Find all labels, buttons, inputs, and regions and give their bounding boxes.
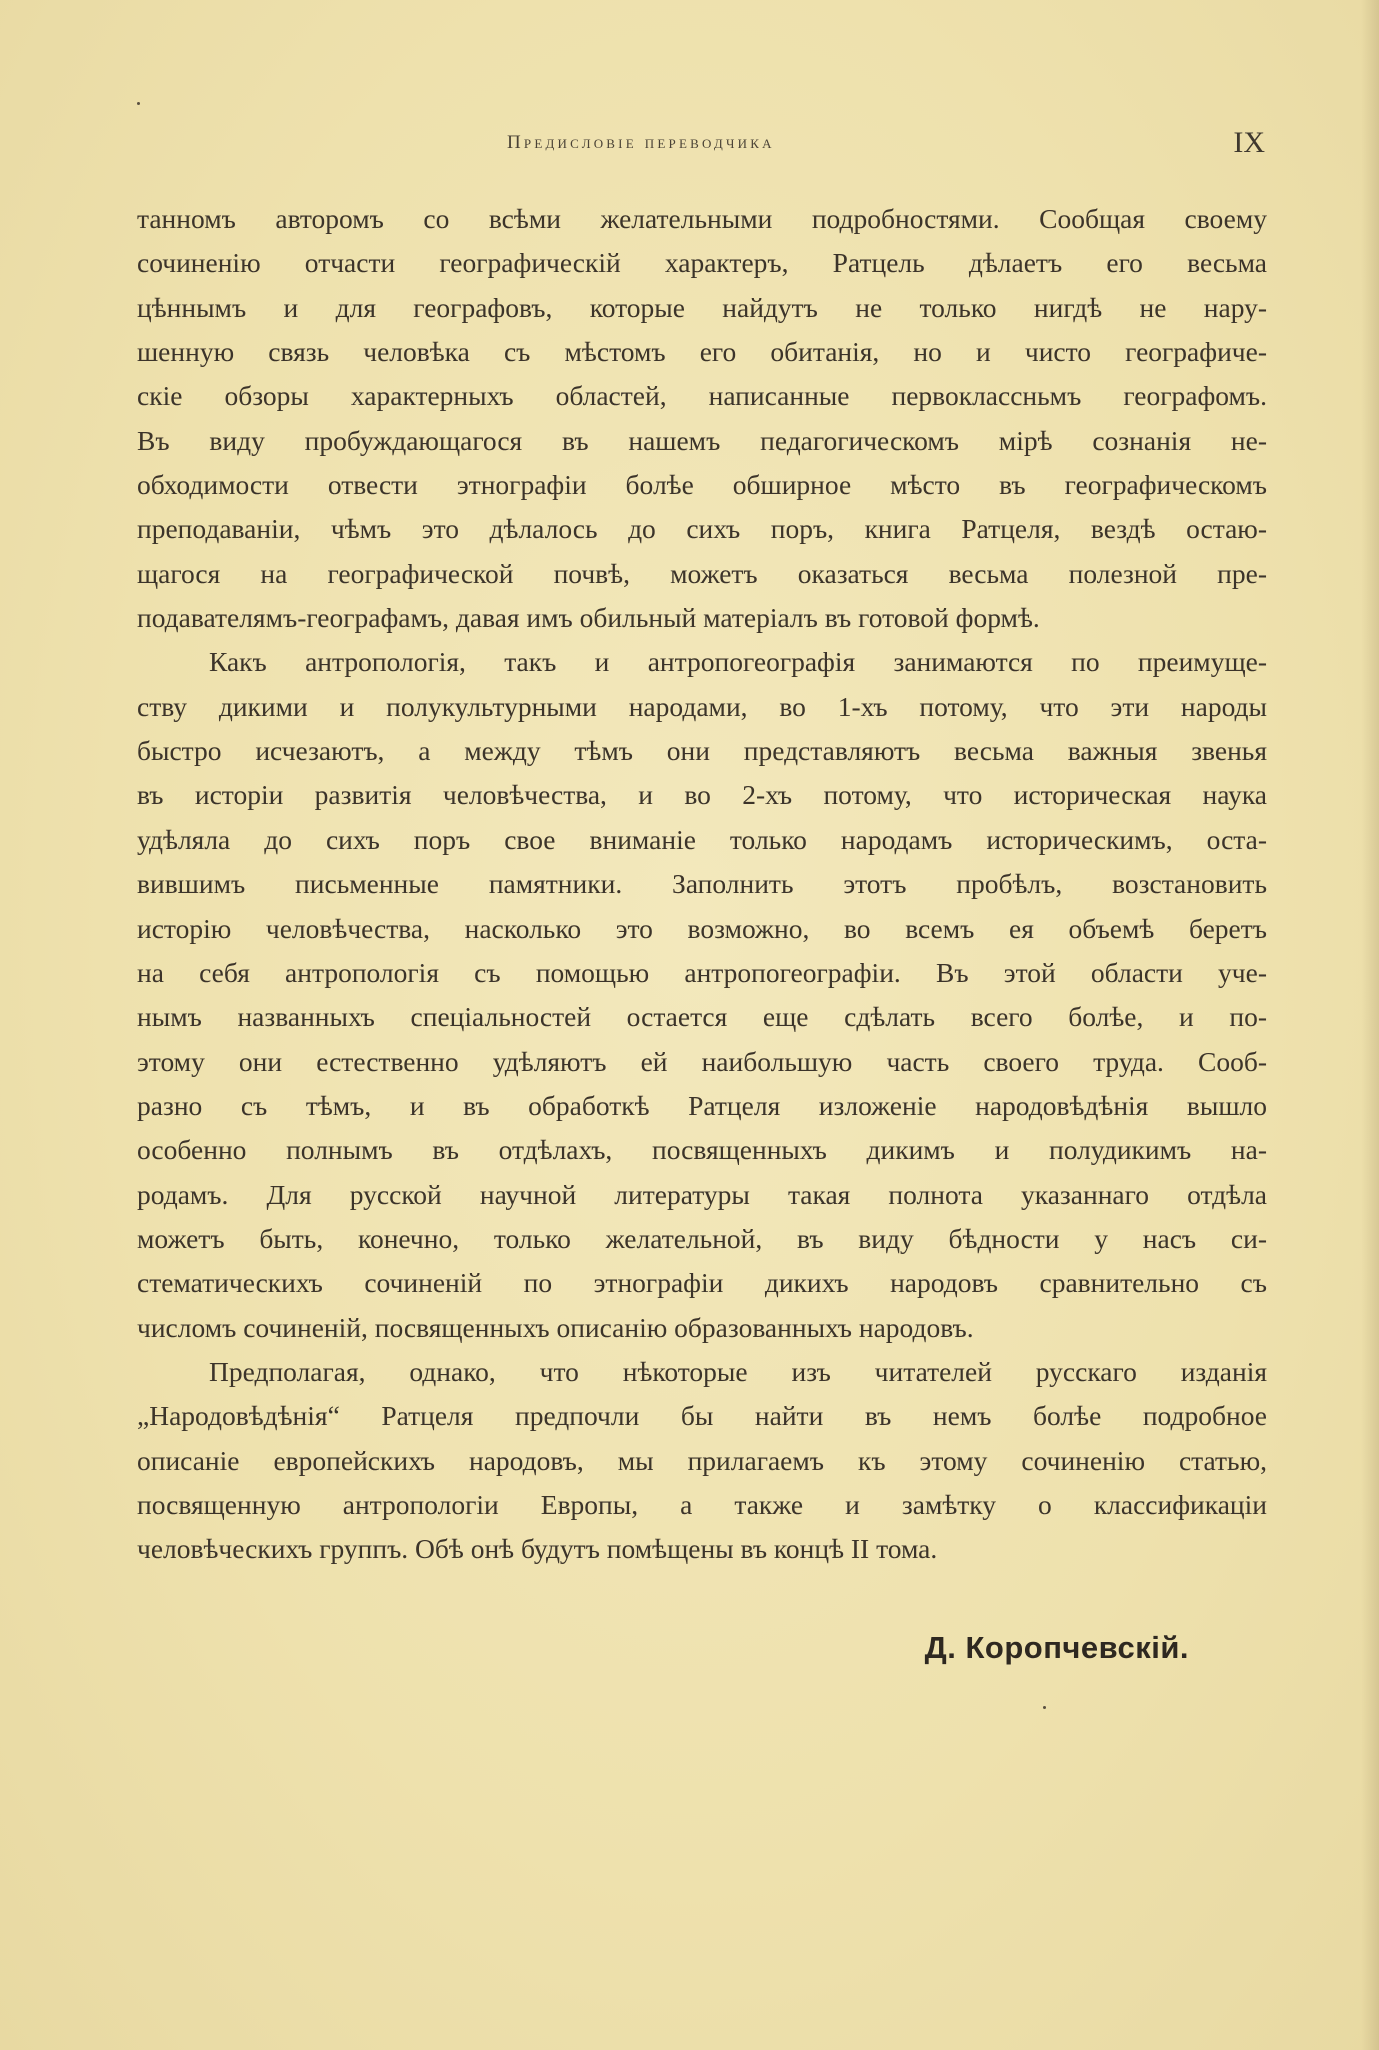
text-line: щагося на географической почвѣ, можетъ оказаться весьма полезной пре- xyxy=(137,557,1267,589)
text-line: танномъ авторомъ со всѣми желательными подробностями. Сообщая своему xyxy=(137,203,1267,234)
paragraph-start-line: Предполагая, однако, что нѣкоторые изъ читателей русскаго изданія xyxy=(209,1355,1267,1387)
text-line: нымъ названныхъ спеціальностей остается еще сдѣлать всего болѣе, и по- xyxy=(137,1001,1267,1033)
text-line: этому они естественно удѣляютъ ей наибольшую часть своего труда. Сооб- xyxy=(137,1045,1267,1077)
paragraph-start-line: Какъ антропологія, такъ и антропогеографія занимаются по преимуще- xyxy=(209,646,1267,678)
text-line: Въ виду пробуждающагося въ нашемъ педагогическомъ мірѣ сознанія не- xyxy=(137,424,1267,456)
text-line: можетъ быть, конечно, только желательной, въ виду бѣдности у насъ си- xyxy=(137,1222,1267,1254)
text-line: скіе обзоры характерныхъ областей, написанные первоклассньмъ географомъ. xyxy=(137,380,1267,412)
text-line: вившимъ письменные памятники. Заполнить этотъ пробѣлъ, возстановить xyxy=(137,868,1267,900)
text-line: описаніе европейскихъ народовъ, мы прилагаемъ къ этому сочиненію статью, xyxy=(137,1444,1267,1476)
text-line: числомъ сочиненій, посвященныхъ описанію образованныхъ народовъ. xyxy=(137,1311,974,1343)
text-line: разно съ тѣмъ, и въ обработкѣ Ратцеля изложеніе народовѣдѣнія вышло xyxy=(137,1089,1267,1121)
text-line: подавателямъ-географамъ, давая имъ обильный матеріалъ въ готовой формѣ. xyxy=(137,602,1040,634)
text-line: въ исторіи развитія человѣчества, и во 2-хъ потому, что историческая наука xyxy=(137,779,1267,811)
text-line: быстро исчезаютъ, а между тѣмъ они представляютъ весьма важныя звенья xyxy=(137,735,1267,767)
text-line: стематическихъ сочиненій по этнографіи дикихъ народовъ сравнительно съ xyxy=(137,1267,1267,1299)
text-line: преподаваніи, чѣмъ это дѣлалось до сихъ поръ, книга Ратцеля, вездѣ остаю- xyxy=(137,513,1267,545)
page-header xyxy=(137,126,1265,166)
text-line: родамъ. Для русской научной литературы такая полнота указаннаго отдѣла xyxy=(137,1178,1267,1210)
text-line: „Народовѣдѣнія“ Ратцеля предпочли бы найти въ немъ болѣе подробное xyxy=(137,1400,1267,1432)
text-line: человѣческихъ группъ. Обѣ онѣ будутъ помѣщены въ концѣ II тома. xyxy=(137,1533,938,1565)
speck xyxy=(1043,1706,1046,1709)
speck xyxy=(137,102,140,105)
text-line: ству дикими и полукультурными народами, во 1-хъ потому, что эти народы xyxy=(137,690,1267,722)
body-text xyxy=(137,197,1267,1572)
author-signature: Д. Коропчевскій. xyxy=(924,1630,1189,1665)
text-line: на себя антропологія съ помощью антропогеографіи. Въ этой области уче- xyxy=(137,956,1267,988)
page-number: IX xyxy=(1233,126,1265,159)
text-line: исторію человѣчества, насколько это возможно, во всемъ ея объемѣ беретъ xyxy=(137,912,1267,944)
text-line: цѣннымъ и для географовъ, которые найдутъ не только нигдѣ не нару- xyxy=(137,291,1267,323)
text-line: шенную связь человѣка съ мѣстомъ его обитанія, но и чисто географиче- xyxy=(137,336,1267,368)
text-line: особенно полнымъ въ отдѣлахъ, посвященныхъ дикимъ и полудикимъ на- xyxy=(137,1134,1267,1166)
running-title: Предисловіе переводчика xyxy=(507,132,775,153)
text-line: обходимости отвести этнографіи болѣе обширное мѣсто въ географическомъ xyxy=(137,469,1267,501)
text-line: сочиненію отчасти географическій характеръ, Ратцель дѣлаетъ его весьма xyxy=(137,247,1267,279)
page-edge-shadow xyxy=(1361,0,1379,2050)
text-line: посвященную антропологіи Европы, а также и замѣтку о классификаціи xyxy=(137,1488,1267,1520)
text-line: удѣляла до сихъ поръ свое вниманіе только народамъ историческимъ, оста- xyxy=(137,823,1267,855)
